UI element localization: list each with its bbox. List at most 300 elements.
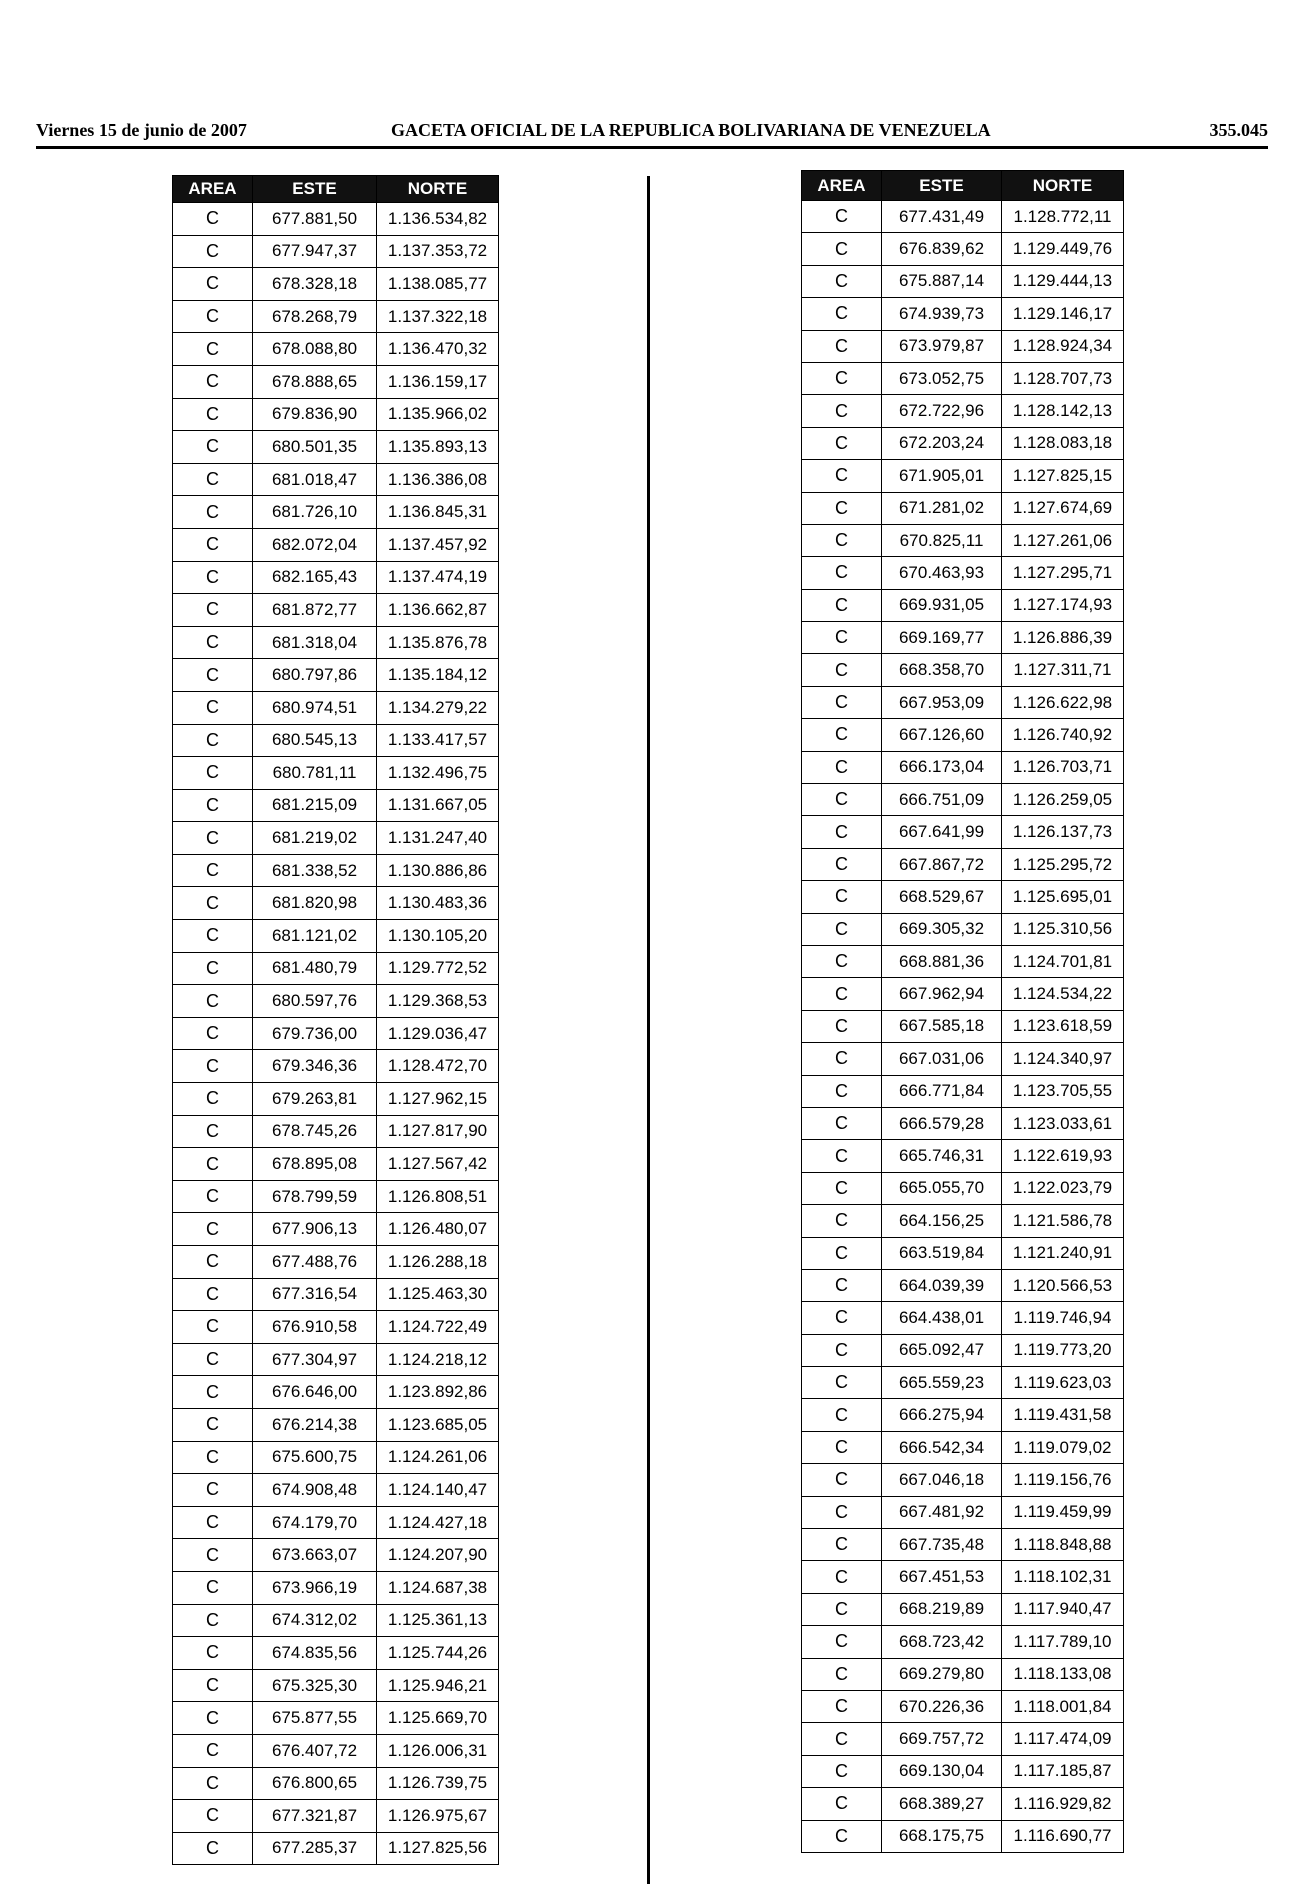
table-row [802,1367,1124,1399]
cell-este: 669.931,05 [882,589,1002,621]
cell-area: C [802,654,882,686]
cell-area: C [173,724,253,757]
cell-norte: 1.135.893,13 [377,431,499,464]
cell-area: C [802,557,882,589]
cell-area: C [802,395,882,427]
cell-norte: 1.124.534,22 [1002,978,1124,1010]
cell-norte: 1.123.618,59 [1002,1010,1124,1042]
cell-area: C [173,1441,253,1474]
cell-norte: 1.130.886,86 [377,854,499,887]
table-row [802,1399,1124,1431]
table-row [802,1205,1124,1237]
cell-este: 681.121,02 [253,920,377,953]
table-row [802,427,1124,459]
cell-norte: 1.118.102,31 [1002,1561,1124,1593]
cell-este: 681.219,02 [253,822,377,855]
cell-este: 667.481,92 [882,1496,1002,1528]
cell-area: C [802,1399,882,1431]
table-row [173,1800,499,1833]
table-row [173,1148,499,1181]
cell-este: 681.318,04 [253,626,377,659]
cell-este: 667.031,06 [882,1043,1002,1075]
cell-este: 680.781,11 [253,757,377,790]
cell-norte: 1.129.772,52 [377,952,499,985]
cell-norte: 1.118.848,88 [1002,1529,1124,1561]
cell-area: C [802,1172,882,1204]
table-row [802,978,1124,1010]
column-header-este: ESTE [253,176,377,203]
cell-norte: 1.136.470,32 [377,333,499,366]
cell-area: C [173,1180,253,1213]
table-row [173,1017,499,1050]
cell-area: C [802,1269,882,1301]
cell-este: 679.836,90 [253,398,377,431]
table-row [802,1431,1124,1463]
cell-area: C [173,854,253,887]
table-row [173,1832,499,1865]
cell-area: C [173,757,253,790]
table-row [802,1107,1124,1139]
cell-norte: 1.136.386,08 [377,463,499,496]
cell-este: 672.203,24 [882,427,1002,459]
table-row [173,626,499,659]
cell-area: C [802,1237,882,1269]
cell-este: 665.055,70 [882,1172,1002,1204]
cell-norte: 1.118.133,08 [1002,1658,1124,1690]
column-header-norte: NORTE [377,176,499,203]
table-row [802,1140,1124,1172]
table-row [173,1278,499,1311]
cell-norte: 1.124.340,97 [1002,1043,1124,1075]
cell-norte: 1.126.975,67 [377,1800,499,1833]
cell-norte: 1.123.033,61 [1002,1107,1124,1139]
cell-area: C [173,333,253,366]
cell-norte: 1.125.946,21 [377,1669,499,1702]
cell-area: C [802,427,882,459]
cell-area: C [173,203,253,236]
column-header-norte: NORTE [1002,171,1124,201]
table-row [802,1237,1124,1269]
cell-area: C [173,626,253,659]
cell-area: C [802,1496,882,1528]
cell-norte: 1.129.449,76 [1002,233,1124,265]
cell-area: C [802,1205,882,1237]
cell-norte: 1.127.311,71 [1002,654,1124,686]
cell-area: C [173,952,253,985]
cell-norte: 1.126.480,07 [377,1213,499,1246]
cell-este: 673.052,75 [882,362,1002,394]
cell-area: C [173,496,253,529]
cell-area: C [802,298,882,330]
cell-norte: 1.136.534,82 [377,203,499,236]
cell-area: C [173,1148,253,1181]
cell-este: 677.304,97 [253,1343,377,1376]
cell-area: C [802,945,882,977]
table-row [173,365,499,398]
cell-este: 679.346,36 [253,1050,377,1083]
cell-norte: 1.117.185,87 [1002,1755,1124,1787]
cell-area: C [173,1702,253,1735]
cell-este: 668.358,70 [882,654,1002,686]
cell-este: 681.215,09 [253,789,377,822]
cell-norte: 1.120.566,53 [1002,1269,1124,1301]
cell-norte: 1.136.159,17 [377,365,499,398]
cell-este: 676.839,62 [882,233,1002,265]
cell-norte: 1.128.707,73 [1002,362,1124,394]
table-row [173,1376,499,1409]
cell-area: C [173,1669,253,1702]
cell-norte: 1.117.474,09 [1002,1723,1124,1755]
cell-area: C [802,719,882,751]
cell-este: 666.579,28 [882,1107,1002,1139]
table-row [802,1561,1124,1593]
cell-norte: 1.126.259,05 [1002,784,1124,816]
cell-norte: 1.127.174,93 [1002,589,1124,621]
cell-norte: 1.117.789,10 [1002,1626,1124,1658]
table-row [802,492,1124,524]
table-row [173,1474,499,1507]
cell-este: 675.325,30 [253,1669,377,1702]
cell-area: C [802,784,882,816]
cell-area: C [802,1561,882,1593]
cell-area: C [802,1043,882,1075]
table-row [802,201,1124,233]
cell-norte: 1.128.772,11 [1002,201,1124,233]
cell-area: C [802,362,882,394]
cell-norte: 1.126.288,18 [377,1246,499,1279]
table-row [802,751,1124,783]
cell-este: 675.600,75 [253,1441,377,1474]
cell-area: C [802,330,882,362]
cell-este: 677.906,13 [253,1213,377,1246]
cell-este: 669.169,77 [882,622,1002,654]
table-row [802,1010,1124,1042]
column-header-area: AREA [802,171,882,201]
cell-norte: 1.127.674,69 [1002,492,1124,524]
table-row [173,463,499,496]
cell-norte: 1.125.669,70 [377,1702,499,1735]
cell-este: 676.910,58 [253,1311,377,1344]
cell-este: 664.039,39 [882,1269,1002,1301]
cell-este: 670.463,93 [882,557,1002,589]
table-row [173,1441,499,1474]
cell-este: 678.745,26 [253,1115,377,1148]
cell-norte: 1.126.137,73 [1002,816,1124,848]
cell-area: C [802,1107,882,1139]
cell-area: C [802,524,882,556]
cell-area: C [173,1017,253,1050]
cell-norte: 1.122.023,79 [1002,1172,1124,1204]
table-row [173,496,499,529]
cell-este: 667.451,53 [882,1561,1002,1593]
cell-norte: 1.127.825,15 [1002,460,1124,492]
table-row [802,1529,1124,1561]
table-header-row [173,176,499,203]
cell-area: C [173,1474,253,1507]
cell-area: C [802,1658,882,1690]
cell-este: 678.268,79 [253,300,377,333]
cell-area: C [802,1464,882,1496]
cell-norte: 1.119.459,99 [1002,1496,1124,1528]
cell-este: 676.800,65 [253,1767,377,1800]
table-row [802,1658,1124,1690]
cell-area: C [802,1820,882,1852]
cell-este: 667.046,18 [882,1464,1002,1496]
cell-este: 669.757,72 [882,1723,1002,1755]
table-row [173,1408,499,1441]
cell-este: 667.126,60 [882,719,1002,751]
cell-area: C [802,1075,882,1107]
cell-este: 669.279,80 [882,1658,1002,1690]
cell-norte: 1.127.295,71 [1002,557,1124,589]
cell-este: 666.771,84 [882,1075,1002,1107]
cell-area: C [802,1010,882,1042]
cell-este: 681.872,77 [253,594,377,627]
table-row [802,784,1124,816]
cell-norte: 1.117.940,47 [1002,1593,1124,1625]
cell-norte: 1.125.295,72 [1002,848,1124,880]
cell-area: C [173,1571,253,1604]
table-row [173,1506,499,1539]
cell-area: C [173,1506,253,1539]
cell-norte: 1.118.001,84 [1002,1690,1124,1722]
cell-este: 668.529,67 [882,881,1002,913]
cell-norte: 1.116.690,77 [1002,1820,1124,1852]
table-row [173,431,499,464]
cell-este: 665.559,23 [882,1367,1002,1399]
cell-este: 681.726,10 [253,496,377,529]
table-row [173,691,499,724]
cell-norte: 1.124.427,18 [377,1506,499,1539]
cell-este: 665.092,47 [882,1334,1002,1366]
table-row [173,887,499,920]
cell-area: C [173,1311,253,1344]
cell-area: C [173,1800,253,1833]
cell-este: 666.751,09 [882,784,1002,816]
cell-este: 673.979,87 [882,330,1002,362]
cell-este: 667.953,09 [882,686,1002,718]
cell-norte: 1.132.496,75 [377,757,499,790]
cell-este: 664.156,25 [882,1205,1002,1237]
cell-este: 669.305,32 [882,913,1002,945]
cell-este: 680.597,76 [253,985,377,1018]
cell-norte: 1.137.353,72 [377,235,499,268]
table-row [173,398,499,431]
table-row [802,1626,1124,1658]
table-row [173,985,499,1018]
table-row [173,789,499,822]
cell-area: C [173,268,253,301]
cell-area: C [802,233,882,265]
cell-norte: 1.125.361,13 [377,1604,499,1637]
cell-area: C [173,561,253,594]
cell-este: 671.281,02 [882,492,1002,524]
cell-norte: 1.124.218,12 [377,1343,499,1376]
table-row [173,757,499,790]
cell-este: 679.263,81 [253,1083,377,1116]
cell-este: 675.877,55 [253,1702,377,1735]
cell-norte: 1.127.825,56 [377,1832,499,1865]
cell-norte: 1.124.687,38 [377,1571,499,1604]
cell-norte: 1.126.886,39 [1002,622,1124,654]
cell-este: 680.797,86 [253,659,377,692]
cell-norte: 1.126.808,51 [377,1180,499,1213]
cell-area: C [802,1431,882,1463]
cell-area: C [802,1755,882,1787]
table-row [173,594,499,627]
column-header-este: ESTE [882,171,1002,201]
cell-area: C [802,686,882,718]
cell-area: C [173,365,253,398]
table-row [173,1637,499,1670]
table-row [802,1464,1124,1496]
cell-area: C [173,1637,253,1670]
table-row [173,268,499,301]
table-row [802,1043,1124,1075]
cell-este: 681.820,98 [253,887,377,920]
cell-este: 666.275,94 [882,1399,1002,1431]
cell-este: 666.173,04 [882,751,1002,783]
table-row [802,557,1124,589]
cell-area: C [173,235,253,268]
cell-este: 677.321,87 [253,1800,377,1833]
cell-area: C [173,1050,253,1083]
table-row [802,1075,1124,1107]
cell-norte: 1.128.924,34 [1002,330,1124,362]
cell-norte: 1.127.567,42 [377,1148,499,1181]
table-row [802,622,1124,654]
cell-norte: 1.121.586,78 [1002,1205,1124,1237]
table-row [802,1723,1124,1755]
cell-area: C [802,816,882,848]
cell-area: C [802,1529,882,1561]
table-row [802,330,1124,362]
table-row [173,724,499,757]
cell-norte: 1.137.322,18 [377,300,499,333]
table-row [802,1755,1124,1787]
cell-norte: 1.119.079,02 [1002,1431,1124,1463]
cell-area: C [173,1246,253,1279]
cell-este: 682.072,04 [253,528,377,561]
cell-norte: 1.126.006,31 [377,1734,499,1767]
table-row [802,233,1124,265]
cell-norte: 1.125.463,30 [377,1278,499,1311]
cell-area: C [173,594,253,627]
cell-este: 674.835,56 [253,1637,377,1670]
cell-norte: 1.131.247,40 [377,822,499,855]
table-row [173,1083,499,1116]
cell-este: 678.088,80 [253,333,377,366]
header-page-number: 355.045 [1209,120,1268,140]
table-row [173,333,499,366]
cell-area: C [173,1539,253,1572]
cell-norte: 1.131.667,05 [377,789,499,822]
cell-este: 678.895,08 [253,1148,377,1181]
cell-norte: 1.124.261,06 [377,1441,499,1474]
table-row [802,298,1124,330]
cell-este: 667.735,48 [882,1529,1002,1561]
cell-norte: 1.127.817,90 [377,1115,499,1148]
cell-norte: 1.119.746,94 [1002,1302,1124,1334]
cell-este: 676.214,38 [253,1408,377,1441]
cell-area: C [173,1832,253,1865]
cell-norte: 1.136.845,31 [377,496,499,529]
cell-este: 670.226,36 [882,1690,1002,1722]
cell-este: 668.175,75 [882,1820,1002,1852]
cell-area: C [802,913,882,945]
cell-este: 677.947,37 [253,235,377,268]
table-row [802,1496,1124,1528]
cell-este: 677.285,37 [253,1832,377,1865]
cell-este: 664.438,01 [882,1302,1002,1334]
cell-norte: 1.134.279,22 [377,691,499,724]
cell-area: C [802,492,882,524]
cell-area: C [802,978,882,1010]
table-row [802,719,1124,751]
table-row [173,1311,499,1344]
table-row [173,300,499,333]
cell-area: C [173,398,253,431]
table-row [802,265,1124,297]
table-row [802,816,1124,848]
cell-norte: 1.123.892,86 [377,1376,499,1409]
table-row [802,945,1124,977]
cell-este: 667.962,94 [882,978,1002,1010]
cell-area: C [802,265,882,297]
cell-este: 668.219,89 [882,1593,1002,1625]
cell-este: 677.488,76 [253,1246,377,1279]
table-row [173,1539,499,1572]
coordinates-table-left [172,175,499,1865]
cell-norte: 1.129.444,13 [1002,265,1124,297]
cell-este: 674.908,48 [253,1474,377,1507]
cell-este: 663.519,84 [882,1237,1002,1269]
cell-norte: 1.122.619,93 [1002,1140,1124,1172]
table-row [802,1302,1124,1334]
table-row [173,1115,499,1148]
cell-este: 674.179,70 [253,1506,377,1539]
cell-area: C [173,528,253,561]
table-row [802,1593,1124,1625]
cell-este: 669.130,04 [882,1755,1002,1787]
cell-este: 676.407,72 [253,1734,377,1767]
table-row [173,528,499,561]
cell-norte: 1.129.036,47 [377,1017,499,1050]
cell-area: C [173,822,253,855]
cell-norte: 1.124.701,81 [1002,945,1124,977]
cell-norte: 1.121.240,91 [1002,1237,1124,1269]
column-divider [647,176,650,1884]
table-row [802,1788,1124,1820]
table-row [173,1246,499,1279]
cell-area: C [173,1343,253,1376]
cell-area: C [173,659,253,692]
cell-este: 680.501,35 [253,431,377,464]
table-row [173,235,499,268]
header-title: GACETA OFICIAL DE LA REPUBLICA BOLIVARIANA DE VENEZUELA [391,120,991,140]
cell-este: 672.722,96 [882,395,1002,427]
cell-este: 677.881,50 [253,203,377,236]
table-row [802,654,1124,686]
table-row [173,1571,499,1604]
cell-area: C [802,1140,882,1172]
cell-area: C [802,1302,882,1334]
table-row [802,460,1124,492]
table-row [173,854,499,887]
cell-este: 674.939,73 [882,298,1002,330]
cell-area: C [802,622,882,654]
cell-area: C [173,1115,253,1148]
